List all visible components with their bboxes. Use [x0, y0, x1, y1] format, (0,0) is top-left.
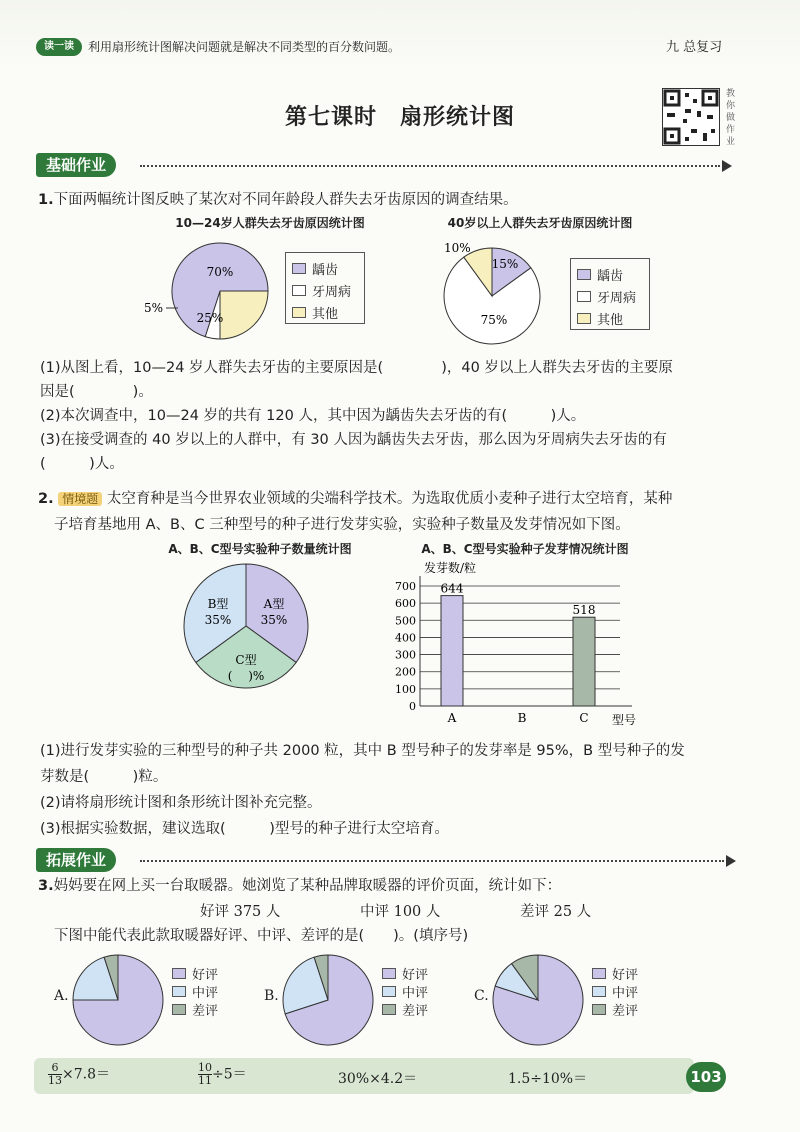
legend-item: 差评	[172, 1000, 218, 1018]
qr-code-icon[interactable]	[662, 88, 720, 146]
section-divider	[140, 165, 720, 167]
chart4-ytick: 300	[395, 648, 416, 662]
q2-subquestions: (1)进行发芽实验的三种型号的种子共 2000 粒，其中 B 型号种子的发芽率是 95%，B 型号种子的发 芽数是( )粒。 (2)请将扇形统计图和条形统计图补充完整。 (3)根据实验数据，建议选取( )型号的种子进行太空培育。	[40, 743, 685, 837]
chart4-ytick: 0	[409, 700, 416, 713]
chart1-title: 10—24岁人群失去牙齿原因统计图	[175, 216, 365, 230]
chart2-legend	[570, 258, 650, 330]
option-legend	[592, 964, 638, 1018]
chart4-ytick: 700	[395, 580, 416, 593]
option-pie	[488, 950, 588, 1050]
section-extend-tag: 拓展作业	[36, 848, 116, 872]
legend-item: 牙周病	[292, 279, 358, 301]
legend-item: 好评	[172, 964, 218, 982]
option-legend	[172, 964, 218, 1018]
chart4-ylabel: 发芽数/粒	[424, 561, 477, 575]
option-legend	[382, 964, 428, 1018]
section-divider	[140, 860, 724, 862]
svg-text:35%: 35%	[260, 613, 288, 627]
chart4-xlabel: 型号	[612, 713, 637, 727]
q2-stem: 2. 情境题 太空育种是当今世界农业领域的尖端科学技术。为选取优质小麦种子进行太空培育，某种 子培育基地用 A、B、C 三种型号的种子进行发芽实验，实验种子数量及发芽情况如下图。	[38, 491, 673, 533]
legend-item: 差评	[382, 1000, 428, 1018]
option-label: C.	[474, 988, 489, 1004]
legend-item: 龋齿	[292, 257, 358, 279]
svg-text:35%: 35%	[204, 613, 232, 627]
option-pie	[68, 950, 168, 1050]
legend-item: 其他	[292, 301, 358, 323]
scenario-tag: 情境题	[58, 492, 102, 506]
chart2-title: 40岁以上人群失去牙齿原因统计图	[447, 216, 633, 230]
page-number: 103	[686, 1062, 726, 1092]
q3-stat-bad: 差评 25 人	[520, 904, 592, 920]
legend-item: 好评	[382, 964, 428, 982]
chart4-bar-C	[573, 617, 595, 706]
legend-item: 中评	[172, 982, 218, 1000]
chart3-title: A、B、C型号实验种子数量统计图	[168, 542, 352, 556]
chart4-ytick: 600	[395, 597, 416, 611]
chart1-slice-0	[220, 291, 268, 339]
section-basic-tag: 基础作业	[36, 153, 116, 177]
q3-stat-good: 好评 375 人	[200, 904, 281, 920]
chart3-label-a: A型	[263, 597, 285, 611]
calc-1: $\frac{6}{13}$ ×7.8＝	[48, 1061, 110, 1087]
chart2-label-75: 75%	[480, 313, 508, 327]
chart4-xtick: C	[579, 711, 589, 725]
calc-4: 1.5÷10%＝	[508, 1071, 588, 1087]
q1-stem: 1.下面两幅统计图反映了某次对不同年龄段人群失去牙齿原因的调查结果。	[38, 192, 518, 208]
chart4-title: A、B、C型号实验种子发芽情况统计图	[421, 542, 629, 556]
chart4-bar-A	[441, 596, 463, 706]
legend-item: 龋齿	[577, 263, 643, 285]
option-0	[54, 950, 254, 1050]
chart2-label-10: 10%	[444, 241, 471, 255]
chart4-ytick: 400	[395, 631, 416, 645]
chart4-data-label: 518	[572, 603, 596, 618]
q3-stem: 3.妈妈要在网上买一台取暖器。她浏览了某种品牌取暖器的评价页面，统计如下：	[38, 878, 562, 894]
legend-item: 差评	[592, 1000, 638, 1018]
option-pie	[278, 950, 378, 1050]
legend-item: 好评	[592, 964, 638, 982]
chart4-data-label: 644	[440, 581, 464, 596]
top-banner	[0, 0, 800, 68]
read-tip: 利用扇形统计图解决问题就是解决不同类型的百分数问题。	[88, 40, 401, 54]
qr-label: 教你做作业	[726, 89, 736, 147]
chart4-xtick: B	[517, 711, 527, 725]
legend-item: 中评	[382, 982, 428, 1000]
chart3-pie	[170, 558, 320, 703]
option-2	[474, 950, 674, 1050]
chart2-label-15: 15%	[491, 257, 519, 271]
chapter-label: 九 总复习	[666, 40, 723, 55]
chart4-ytick: 500	[395, 614, 416, 628]
chart4-ytick: 200	[395, 665, 416, 679]
svg-text:( )%: ( )%	[227, 669, 265, 683]
q1-subquestions: (1)从图上看，10—24 岁人群失去牙齿的主要原因是( )，40 岁以上人群失去牙齿的主要原 因是( )。 (2)本次调查中，10—24 岁的共有 120 人，其中因为龋齿失去牙齿的有( )人。 (3)在接受调查的 40 岁以上的人群中，有 30 人因为龋齿失去牙齿，那么因为牙周病失去牙齿的有 ( )人。	[40, 360, 673, 472]
q3-stat-mid: 中评 100 人	[360, 904, 441, 920]
arrow-icon	[726, 855, 736, 867]
chart1-label-70: 70%	[206, 265, 234, 279]
chart4-bar	[380, 558, 650, 728]
q3-prompt: 下图中能代表此款取暖器好评、中评、差评的是( )。(填序号)	[54, 928, 469, 944]
legend-item: 牙周病	[577, 285, 643, 307]
option-label: A.	[54, 988, 69, 1004]
legend-item: 其他	[577, 307, 643, 329]
chart3-label-b: B型	[207, 597, 229, 611]
chart4-xtick: A	[447, 711, 457, 725]
chart4-ytick: 100	[395, 682, 416, 696]
option-1	[264, 950, 464, 1050]
chart1-label-25: 25%	[196, 311, 224, 325]
read-badge: 读一读	[36, 38, 82, 56]
calc-3: 30%×4.2＝	[338, 1071, 418, 1087]
calc-2: $\frac{10}{11}$ ÷5＝	[198, 1061, 247, 1087]
option-label: B.	[264, 988, 279, 1004]
chart3-label-c: C型	[235, 653, 257, 667]
chart2-pie	[430, 236, 570, 348]
chart1-legend	[285, 252, 365, 324]
arrow-icon	[722, 160, 732, 172]
chart1-label-5: 5%	[144, 301, 164, 315]
page-title: 第七课时 扇形统计图	[284, 104, 515, 130]
legend-item: 中评	[592, 982, 638, 1000]
